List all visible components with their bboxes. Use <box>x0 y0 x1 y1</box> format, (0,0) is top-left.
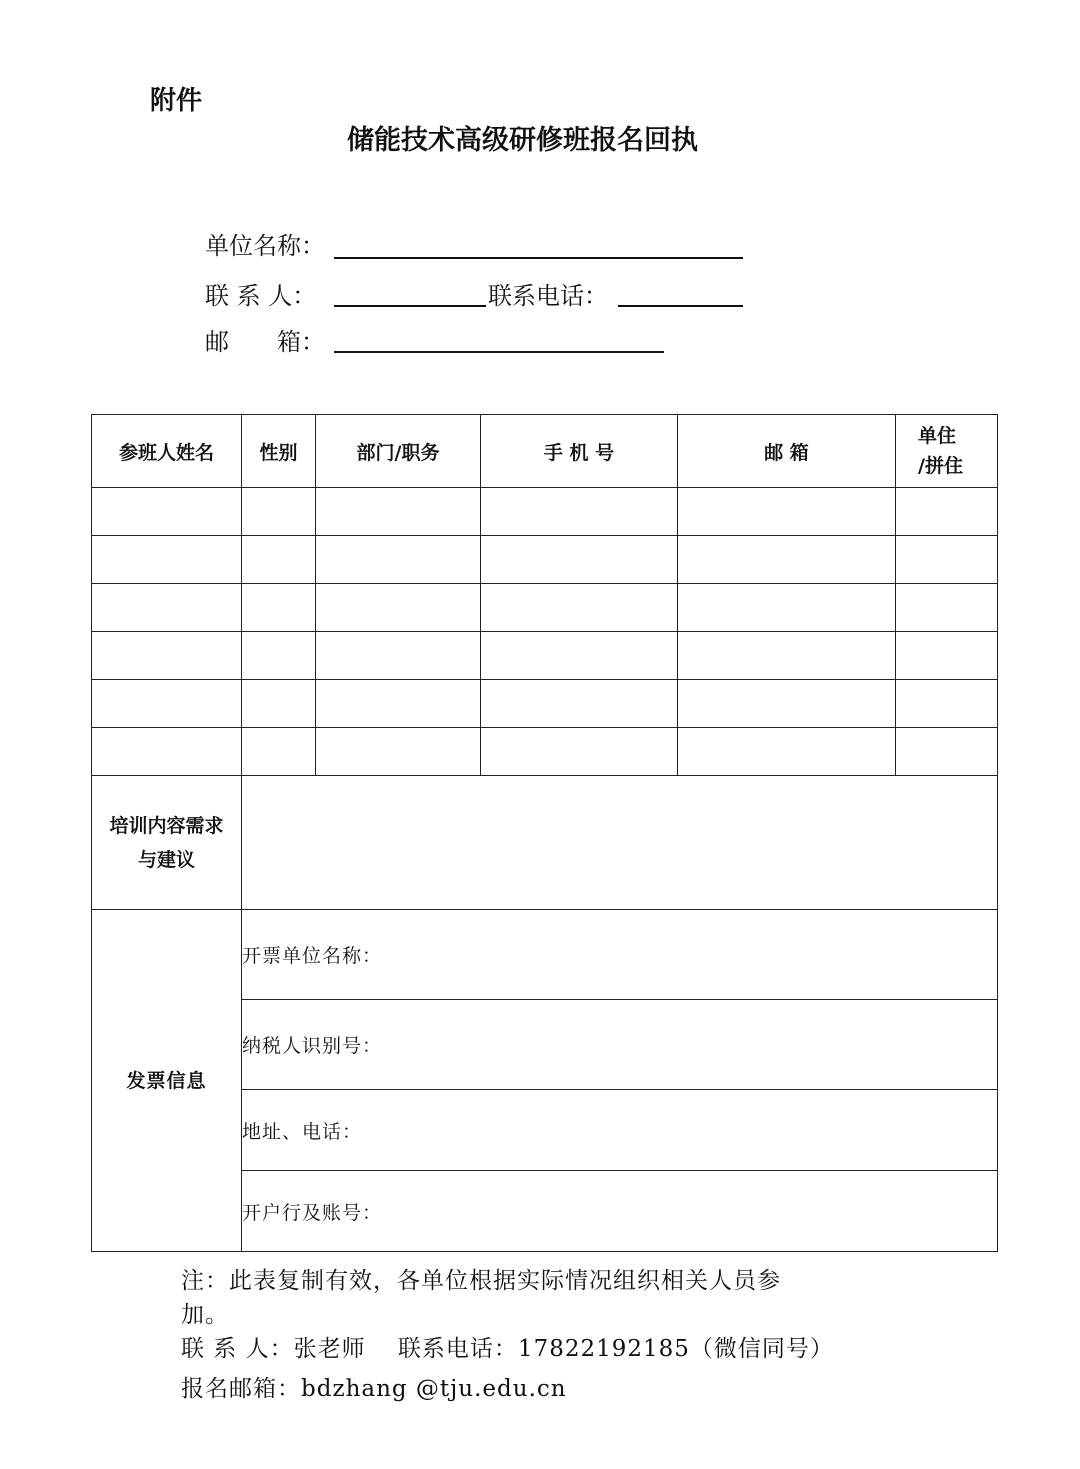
department-cell[interactable] <box>316 584 481 632</box>
contact-phone-label: 联系电话： <box>488 282 608 310</box>
department-cell[interactable] <box>316 488 481 536</box>
invoice-label: 发票信息 <box>92 910 242 1252</box>
gender-cell[interactable] <box>242 680 316 728</box>
unit-name-blank[interactable] <box>334 257 743 259</box>
contact-phone-blank[interactable] <box>618 305 743 307</box>
email-cell[interactable] <box>678 728 896 776</box>
invoice-bank-account-field[interactable]: 开户行及账号： <box>242 1171 998 1252</box>
table-row <box>92 728 998 776</box>
invoice-unit-name-field[interactable]: 开票单位名称： <box>242 910 998 1000</box>
gender-cell[interactable] <box>242 488 316 536</box>
suggestion-input[interactable] <box>242 776 998 910</box>
mobile-cell[interactable] <box>481 584 678 632</box>
gender-cell[interactable] <box>242 584 316 632</box>
suggestion-label-line-1: 培训内容需求 <box>109 814 224 837</box>
table-row <box>92 632 998 680</box>
contact-person-label: 联 系 人： <box>205 282 317 310</box>
department-cell[interactable] <box>316 536 481 584</box>
name-cell[interactable] <box>92 728 242 776</box>
room-type-cell[interactable] <box>896 728 998 776</box>
unit-name-label: 单位名称： <box>205 232 325 260</box>
room-type-line-1: 单住 <box>918 425 957 447</box>
suggestion-label <box>92 776 242 910</box>
table-row <box>92 680 998 728</box>
gender-cell[interactable] <box>242 632 316 680</box>
gender-cell[interactable] <box>242 536 316 584</box>
contact-person-blank[interactable] <box>334 305 486 307</box>
name-cell[interactable] <box>92 488 242 536</box>
room-type-cell[interactable] <box>896 680 998 728</box>
contact-info-line: 联 系 人：张老师 联系电话：17822192185（微信同号） <box>181 1336 834 1362</box>
room-type-cell[interactable] <box>896 488 998 536</box>
email-cell[interactable] <box>678 632 896 680</box>
room-type-cell[interactable] <box>896 584 998 632</box>
column-header-gender: 性别 <box>242 415 316 488</box>
invoice-address-phone-field[interactable]: 地址、电话： <box>242 1090 998 1171</box>
department-cell[interactable] <box>316 728 481 776</box>
annex-label: 附件 <box>150 86 203 116</box>
department-cell[interactable] <box>316 680 481 728</box>
email-cell[interactable] <box>678 488 896 536</box>
table-row <box>92 488 998 536</box>
name-cell[interactable] <box>92 680 242 728</box>
suggestion-label-line-2: 与建议 <box>137 848 195 871</box>
column-header-room-type <box>896 415 998 488</box>
registration-table <box>91 414 998 1252</box>
mobile-cell[interactable] <box>481 536 678 584</box>
name-cell[interactable] <box>92 632 242 680</box>
email-label: 邮 箱： <box>205 328 325 356</box>
email-cell[interactable] <box>678 536 896 584</box>
gender-cell[interactable] <box>242 728 316 776</box>
invoice-row <box>92 910 998 1000</box>
table-header-row <box>92 415 998 488</box>
name-cell[interactable] <box>92 584 242 632</box>
email-cell[interactable] <box>678 584 896 632</box>
invoice-taxpayer-id-field[interactable]: 纳税人识别号： <box>242 1000 998 1090</box>
mobile-cell[interactable] <box>481 632 678 680</box>
suggestion-row <box>92 776 998 910</box>
table-row <box>92 536 998 584</box>
table-row <box>92 584 998 632</box>
name-cell[interactable] <box>92 536 242 584</box>
room-type-cell[interactable] <box>896 536 998 584</box>
room-type-line-2: /拼住 <box>918 455 963 477</box>
mobile-cell[interactable] <box>481 488 678 536</box>
column-header-department: 部门/职务 <box>316 415 481 488</box>
registration-email-line: 报名邮箱：bdzhang @tju.edu.cn <box>181 1376 567 1402</box>
mobile-cell[interactable] <box>481 680 678 728</box>
column-header-email: 邮 箱 <box>678 415 896 488</box>
note-line-1: 注：此表复制有效，各单位根据实际情况组织相关人员参 <box>181 1268 781 1294</box>
department-cell[interactable] <box>316 632 481 680</box>
mobile-cell[interactable] <box>481 728 678 776</box>
column-header-mobile: 手 机 号 <box>481 415 678 488</box>
document-title: 储能技术高级研修班报名回执 <box>347 125 698 156</box>
room-type-cell[interactable] <box>896 632 998 680</box>
note-line-2: 加。 <box>181 1302 229 1328</box>
email-cell[interactable] <box>678 680 896 728</box>
email-blank[interactable] <box>334 351 664 353</box>
column-header-name: 参班人姓名 <box>92 415 242 488</box>
